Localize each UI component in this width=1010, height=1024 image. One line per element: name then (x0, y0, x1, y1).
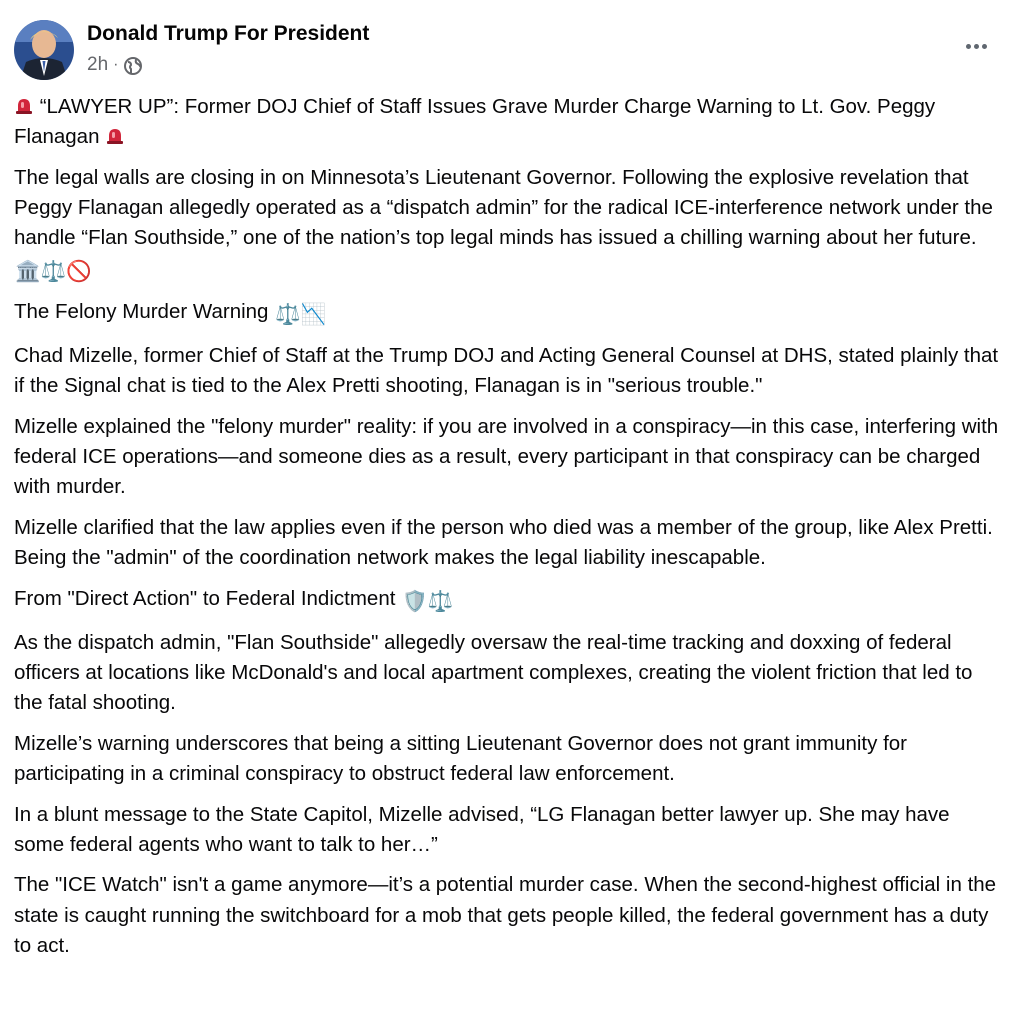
post-paragraph: Chad Mizelle, former Chief of Staff at the Trump DOJ and Acting General Counsel at DHS, stated plainly that if the Signal chat is tied to the Alex Pretti shooting, Flanagan is in "serious trouble." (14, 343, 999, 398)
section-heading: From "Direct Action" to Federal Indictment (14, 586, 396, 610)
author-avatar[interactable] (14, 20, 74, 80)
post-paragraph: The "ICE Watch" isn't a game anymore—it’s a potential murder case. When the second-highest official in the state is caught running the switchboard for a mob that gets people killed, the federal government has a duty to act. (14, 873, 997, 957)
post-paragraph: As the dispatch admin, "Flan Southside" allegedly oversaw the real-time tracking and doxxing of federal officers at locations like McDonald's and local apartment complexes, creating the violent friction that led to the fatal shooting. (14, 630, 973, 714)
post-paragraph: In a blunt message to the State Capitol, Mizelle advised, “LG Flanagan better lawyer up. She may have some federal agents who want to talk to her…” (14, 802, 950, 856)
shield-scales-emoji: 🛡️⚖️ (402, 589, 454, 613)
section-heading: The Felony Murder Warning (14, 300, 269, 324)
post-body (14, 92, 1000, 972)
meta-separator: · (113, 56, 119, 73)
post-time[interactable]: 2h (87, 54, 109, 75)
post-paragraph: Mizelle’s warning underscores that being a sitting Lieutenant Governor does not grant immunity for participating in a criminal conspiracy to obstruct federal law enforcement. (14, 731, 907, 785)
scales-chart-down-emoji: ⚖️📉 (275, 303, 327, 327)
headline-text: “LAWYER UP”: Former DOJ Chief of Staff Issues Grave Murder Charge Warning to Lt. Gov. Peggy Flanagan (14, 95, 936, 149)
more-dot (974, 44, 979, 49)
post-paragraph: The legal walls are closing in on Minnesota’s Lieutenant Governor. Following the explosive revelation that Peggy Flanagan allegedly operated as a “dispatch admin” for the radical ICE-interference network under the handle “Flan Southside,” one of the nation’s top legal minds has issued a chilling warning about her future. 🏛️⚖️🚫 (14, 163, 1000, 287)
post-header (14, 20, 996, 82)
post-paragraph: Mizelle explained the "felony murder" reality: if you are involved in a conspiracy—in this case, interfering with federal ICE operations—and someone dies as a result, every participant in that conspiracy can be charged with murder. (14, 414, 999, 499)
post-paragraph (14, 297, 1000, 330)
author-name[interactable]: Donald Trump For President (87, 22, 370, 45)
siren-icon (14, 96, 34, 116)
post-meta (87, 54, 143, 76)
more-options-button[interactable] (956, 32, 996, 60)
more-dot (966, 44, 971, 49)
more-dot (982, 44, 987, 49)
bank-scales-prohibited-emoji: 🏛️⚖️🚫 (15, 259, 92, 283)
globe-icon[interactable] (123, 56, 143, 76)
post-paragraph: Mizelle clarified that the law applies even if the person who died was a member of the group, like Alex Pretti. Being the "admin" of the coordination network makes the legal liability inescapable. (14, 515, 993, 570)
post-paragraph (14, 584, 1000, 617)
siren-icon (105, 126, 125, 146)
post-paragraph (14, 92, 1000, 152)
